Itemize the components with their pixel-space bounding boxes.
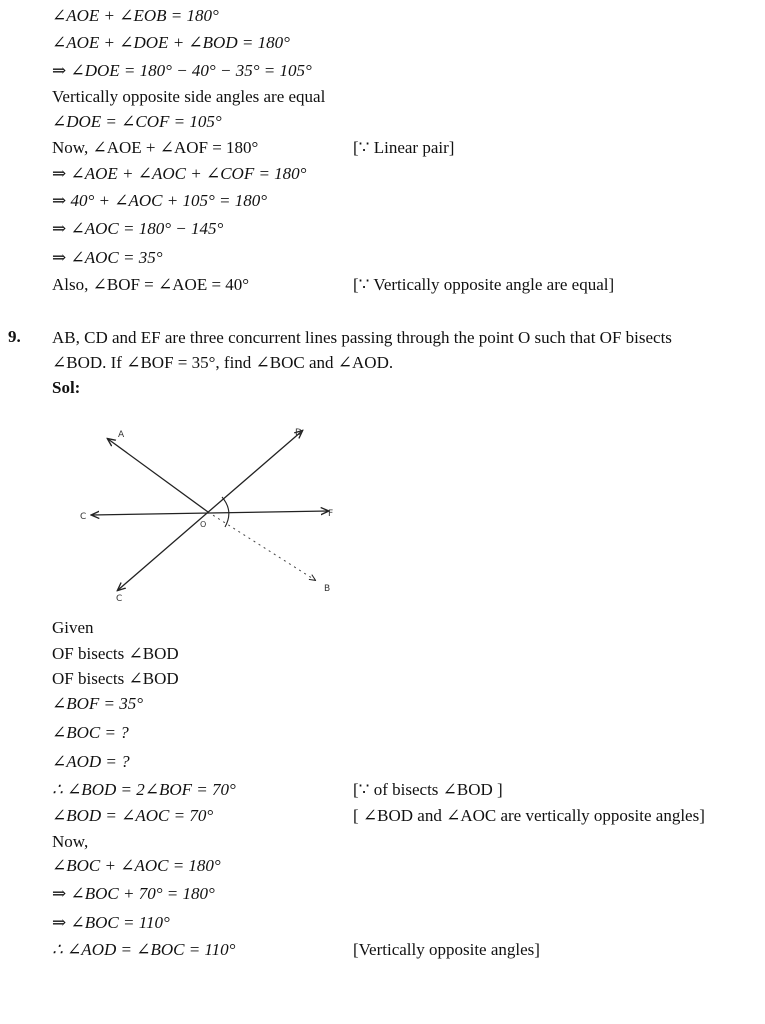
label-o: O bbox=[200, 520, 207, 529]
line-ob bbox=[208, 512, 315, 580]
question-text: ∠BOD. If ∠BOF = 35°, find ∠BOC and ∠AOD. bbox=[52, 353, 394, 372]
reason-note: [ ∠BOD and ∠AOC are vertically opposite angles] bbox=[353, 806, 705, 825]
equation-line: ⇒ ∠DOE = 180° − 40° − 35° = 105° bbox=[52, 61, 312, 80]
equation-line: Now, ∠AOE + ∠AOF = 180° bbox=[52, 138, 259, 157]
line-cd bbox=[118, 431, 302, 590]
equation-line: ⇒ ∠BOC = 110° bbox=[52, 913, 170, 932]
label-b: B bbox=[324, 584, 331, 594]
text-line: Vertically opposite side angles are equal bbox=[52, 87, 326, 106]
equation-line: ∠AOE + ∠DOE + ∠BOD = 180° bbox=[52, 33, 290, 52]
equation-line: ⇒ 40° + ∠AOC + 105° = 180° bbox=[52, 191, 268, 210]
text-line: Now, bbox=[52, 832, 89, 851]
equation-line: ∠BOF = 35° bbox=[52, 694, 144, 713]
equation-line: ∴ ∠BOD = 2∠BOF = 70° bbox=[52, 780, 236, 799]
equation-line: ⇒ ∠AOE + ∠AOC + ∠COF = 180° bbox=[52, 164, 307, 183]
line-ao bbox=[108, 439, 208, 512]
equation-line: ∠DOE = ∠COF = 105° bbox=[52, 112, 222, 131]
question-text: AB, CD and EF are three concurrent lines passing through the point O such that OF bisects bbox=[52, 328, 672, 347]
question-number: 9. bbox=[8, 327, 21, 346]
equation-line: ∠BOD = ∠AOC = 70° bbox=[52, 806, 214, 825]
reason-note: [∵ Vertically opposite angle are equal] bbox=[353, 275, 615, 294]
reason-note: [Vertically opposite angles] bbox=[353, 940, 540, 959]
equation-line: ∴ ∠AOD = ∠BOC = 110° bbox=[52, 940, 236, 959]
equation-line: ∠AOD = ? bbox=[52, 752, 130, 771]
equation-line: ⇒ ∠AOC = 180° − 145° bbox=[52, 219, 224, 238]
text-line: OF bisects ∠BOD bbox=[52, 644, 179, 663]
label-a: A bbox=[118, 430, 125, 440]
equation-line: ⇒ ∠BOC + 70° = 180° bbox=[52, 884, 215, 903]
angle-arc bbox=[222, 497, 229, 527]
sol-label: Sol: bbox=[52, 378, 81, 397]
geometry-diagram bbox=[70, 415, 350, 610]
line-cf bbox=[92, 511, 328, 515]
equation-line: ∠BOC + ∠AOC = 180° bbox=[52, 856, 221, 875]
label-f: F bbox=[328, 509, 334, 519]
text-line: Given bbox=[52, 618, 94, 637]
equation-line: ⇒ ∠AOC = 35° bbox=[52, 248, 163, 267]
label-c: C bbox=[80, 512, 87, 522]
text-line: OF bisects ∠BOD bbox=[52, 669, 179, 688]
equation-line: ∠BOC = ? bbox=[52, 723, 129, 742]
equation-line: ∠AOE + ∠EOB = 180° bbox=[52, 6, 219, 25]
equation-line: Also, ∠BOF = ∠AOE = 40° bbox=[52, 275, 250, 294]
label-c2: C bbox=[116, 594, 123, 604]
reason-note: [∵ of bisects ∠BOD ] bbox=[353, 780, 503, 799]
reason-note: [∵ Linear pair] bbox=[353, 138, 455, 157]
label-d: D bbox=[295, 428, 302, 438]
